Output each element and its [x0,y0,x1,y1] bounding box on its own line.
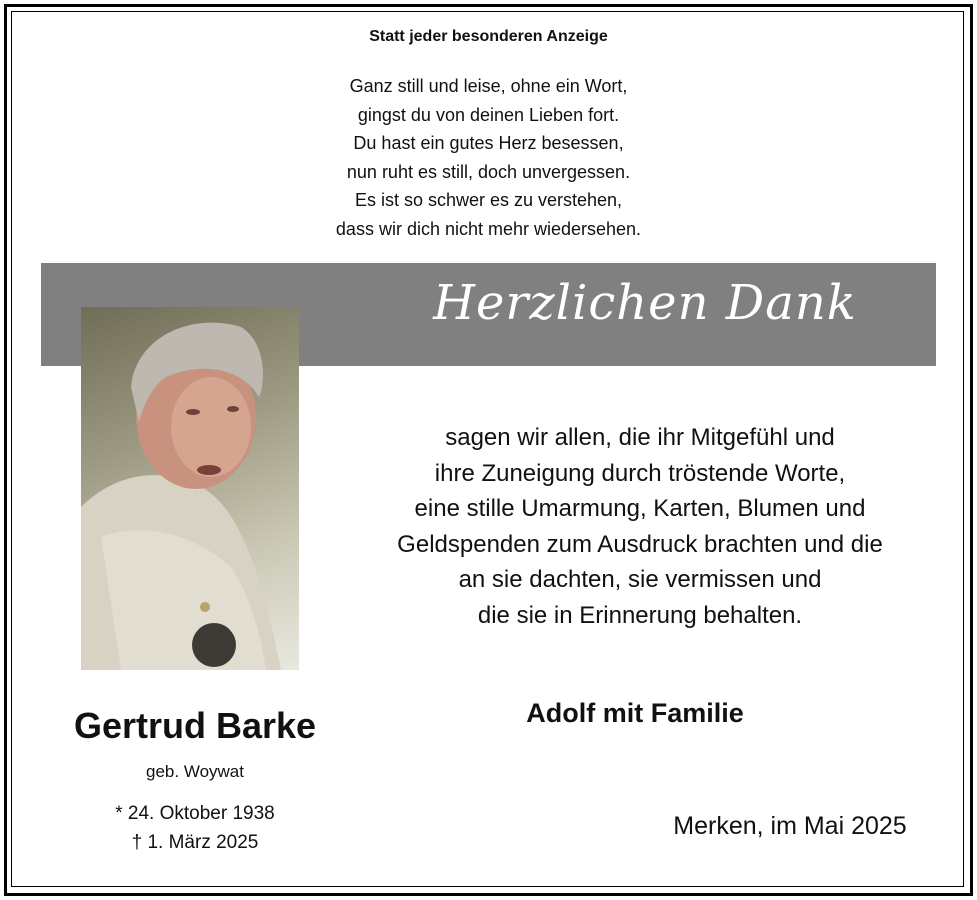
message-line: sagen wir allen, die ihr Mitgefühl und [445,424,835,451]
message-line: die sie in Erinnerung behalten. [477,601,803,629]
signature: Adolf mit Familie [526,698,744,728]
portrait-illustration [81,307,299,670]
message-line: eine stille Umarmung, Karten, Blumen und [414,495,866,522]
poem-line: gingst du von deinen Lieben fort. [357,104,620,125]
poem [0,72,977,243]
poem-line: Es ist so schwer es zu verstehen, [354,190,623,210]
deceased-name: Gertrud Barke [73,705,317,746]
poem-line: Ganz still und leise, ohne ein Wort, [349,76,628,96]
poem-line: dass wir dich nicht mehr wiedersehen. [335,218,642,239]
birth-date: * 24. Oktober 1938 [115,803,275,824]
thanks-message [340,420,940,633]
notice-headline: Statt jeder besonderen Anzeige [369,28,608,45]
message-line: ihre Zuneigung durch tröstende Worte, [434,459,846,487]
maiden-name: geb. Woywat [146,762,244,781]
portrait-photo [81,307,299,670]
death-date: † 1. März 2025 [131,832,259,853]
poem-line: Du hast ein gutes Herz besessen, [353,133,624,153]
message-line: an sie dachten, sie vermissen und [458,566,822,593]
poem-line: nun ruht es still, doch unvergessen. [346,161,631,182]
place-and-date: Merken, im Mai 2025 [673,812,907,840]
banner-title: Herzlichen Dank [433,275,857,331]
message-line: Geldspenden zum Ausdruck brachten und die [397,530,883,558]
